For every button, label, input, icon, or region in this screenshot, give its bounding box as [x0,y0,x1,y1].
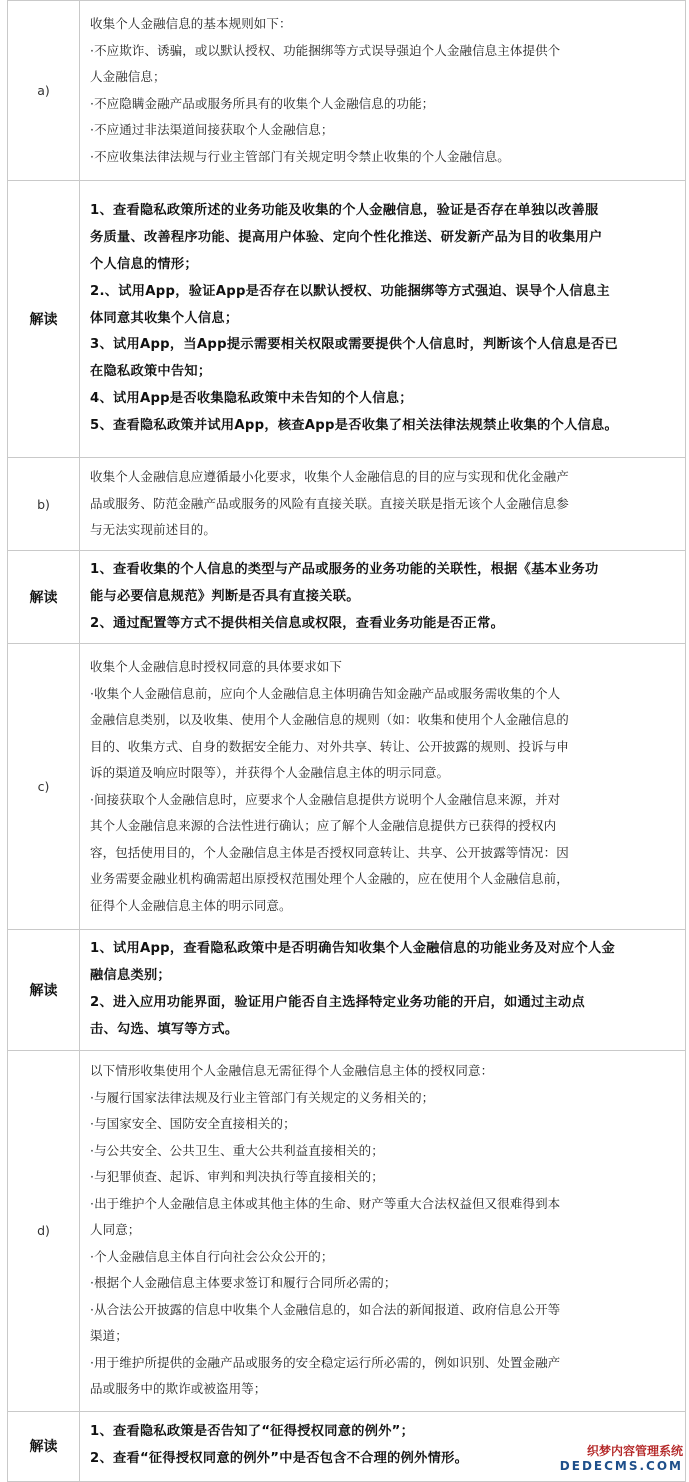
text-line: 2.、试用App，验证App是否存在以默认授权、功能捆绑等方式强迫、误导个人信息主 [90,283,610,299]
interpretation-row [8,551,686,644]
requirements-table [7,0,686,1482]
interpretation-content [80,930,686,1050]
text-line: ·间接获取个人金融信息时，应要求个人金融信息提供方说明个人金融信息来源，并对 [90,791,561,807]
watermark [560,1444,683,1474]
text-line: 业务需要金融业机构确需超出原授权范围处理个人金融的，应在使用个人金融信息前， [90,871,569,887]
text-line: 3、试用App，当App提示需要相关权限或需要提供个人信息时，判断该个人信息是否已 [90,337,619,353]
text-line: 务质量、改善程序功能、提高用户体验、定向个性化推送、研发新产品为目的收集用户 [90,230,603,246]
interpretation-row [8,181,686,458]
interpretation-content [80,551,686,644]
text-line: 在隐私政策中告知； [90,364,212,380]
clause-content [80,644,686,930]
text-line: 收集个人金融信息时授权同意的具体要求如下 [90,659,343,675]
text-line: 融信息类别； [90,968,171,984]
text-line: 其个人金融信息来源的合法性进行确认；应了解个人金融信息提供方已获得的授权内 [90,818,557,834]
text-line: 品或服务、防范金融产品或服务的风险有直接关联。直接关联是指无该个人金融信息参 [90,495,569,511]
text-line: 目的、收集方式、自身的数据安全能力、对外共享、转让、公开披露的规则、投诉与申 [90,738,569,754]
clause-row [8,458,686,551]
text-line: ·个人金融信息主体自行向社会公众公开的； [90,1248,334,1264]
text-line: 金融信息类别，以及收集、使用个人金融信息的规则（如：收集和使用个人金融信息的 [90,712,569,728]
text-line: ·收集个人金融信息前，应向个人金融信息主体明确告知金融产品或服务需收集的个人 [90,685,561,701]
text-line: ·与国家安全、国防安全直接相关的； [90,1116,296,1132]
text-line: 诉的渠道及响应时限等），并获得个人金融信息主体的明示同意。 [90,765,450,781]
clause-content [80,1,686,181]
text-line: 渠道； [90,1328,128,1344]
clause-row [8,1,686,181]
text-line: ·与犯罪侦查、起诉、审判和判决执行等直接相关的； [90,1169,384,1185]
text-line: 2、进入应用功能界面，验证用户能否自主选择特定业务功能的开启，如通过主动点 [90,994,586,1010]
text-line: ·不应通过非法渠道间接获取个人金融信息； [90,122,334,137]
watermark-title: 织梦内容管理系统 [586,1444,683,1458]
text-line: 收集个人金融信息应遵循最小化要求，收集个人金融信息的目的应与实现和优化金融产 [90,469,569,485]
watermark-url: DEDECMS.COM [559,1459,683,1473]
text-line: ·与公共安全、公共卫生、重大公共利益直接相关的； [90,1142,384,1158]
clause-content [80,1050,686,1411]
text-line: 人同意； [90,1222,141,1238]
text-line: ·根据个人金融信息主体要求签订和履行合同所必需的； [90,1275,397,1291]
text-line: 以下情形收集使用个人金融信息无需征得个人金融信息主体的授权同意： [90,1063,494,1079]
text-line: 征得个人金融信息主体的明示同意。 [90,897,292,913]
text-line: 4、试用App是否收集隐私政策中未告知的个人信息； [90,390,413,406]
text-line: 能与必要信息规范》判断是否具有直接关联。 [90,588,360,604]
text-line: 击、勾选、填写等方式。 [90,1021,239,1037]
text-line: 2、查看“征得授权同意的例外”中是否包含不合理的例外情形。 [90,1451,469,1467]
clause-label: c) [8,644,80,930]
text-line: 收集个人金融信息的基本规则如下： [90,16,292,31]
text-line: ·从合法公开披露的信息中收集个人金融信息的，如合法的新闻报道、政府信息公开等 [90,1301,561,1317]
interpretation-content [80,181,686,458]
text-line: ·用于维护所提供的金融产品或服务的安全稳定运行所必需的，例如识别、处置金融产 [90,1354,561,1370]
text-line: ·与履行国家法律法规及行业主管部门有关规定的义务相关的； [90,1089,435,1105]
text-line: 5、查看隐私政策并试用App，核查App是否收集了相关法律法规禁止收集的个人信息。 [90,417,619,433]
clause-row [8,1050,686,1411]
clause-content [80,458,686,551]
text-line: 1、查看隐私政策所述的业务功能及收集的个人金融信息，验证是否存在单独以改善服 [90,203,599,219]
text-line: 2、通过配置等方式不提供相关信息或权限，查看业务功能是否正常。 [90,615,505,631]
text-line: 品或服务中的欺诈或被盗用等； [90,1381,267,1397]
text-line: 与无法实现前述目的。 [90,522,217,538]
clause-label: a) [8,1,80,181]
text-line: 个人信息的情形； [90,257,198,272]
interpretation-label: 解读 [8,1411,80,1481]
text-line: ·不应收集法律法规与行业主管部门有关规定明令禁止收集的个人金融信息。 [90,148,510,164]
clause-label: d) [8,1050,80,1411]
text-line: 容，包括使用目的，个人金融信息主体是否授权同意转让、共享、公开披露等情况：因 [90,844,569,860]
text-line: 体同意其收集个人信息； [90,310,239,326]
text-line: ·不应隐瞒金融产品或服务所具有的收集个人金融信息的功能； [90,95,435,111]
interpretation-label: 解读 [8,551,80,644]
text-line: ·不应欺诈、诱骗，或以默认授权、功能捆绑等方式误导强迫个人金融信息主体提供个 [90,42,561,58]
clause-row [8,644,686,930]
text-line: ·出于维护个人金融信息主体或其他主体的生命、财产等重大合法权益但又很难得到本 [90,1195,561,1211]
text-line: 1、试用App，查看隐私政策中是否明确告知收集个人金融信息的功能业务及对应个人金 [90,941,616,957]
text-line: 1、查看收集的个人信息的类型与产品或服务的业务功能的关联性，根据《基本业务功 [90,562,599,577]
text-line: 1、查看隐私政策是否告知了“征得授权同意的例外”； [90,1424,415,1440]
text-line: 人金融信息； [90,69,166,84]
interpretation-label: 解读 [8,181,80,458]
interpretation-label: 解读 [8,930,80,1050]
interpretation-row [8,930,686,1050]
clause-label: b) [8,458,80,551]
